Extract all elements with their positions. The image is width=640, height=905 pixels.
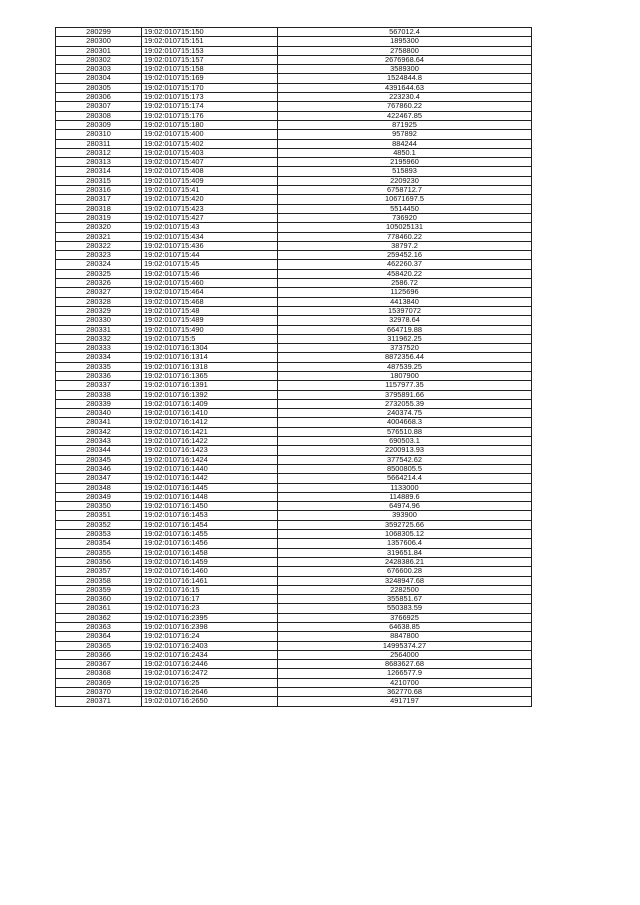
cadastral-number-cell: 19:02:010716:1421 (142, 427, 278, 436)
cadastral-value-cell: 767860.22 (278, 102, 532, 111)
cadastral-number-cell: 19:02:010715:400 (142, 130, 278, 139)
cadastral-value-cell: 1157977.35 (278, 381, 532, 390)
table-row (56, 530, 532, 539)
cadastral-value-cell: 957892 (278, 130, 532, 139)
row-number-cell: 280338 (56, 390, 142, 399)
cadastral-value-cell: 10671697.5 (278, 195, 532, 204)
cadastral-number-cell: 19:02:010715:434 (142, 232, 278, 241)
cadastral-value-cell: 4917197 (278, 697, 532, 706)
table-row (56, 641, 532, 650)
table-row (56, 186, 532, 195)
row-number-cell: 280328 (56, 297, 142, 306)
row-number-cell: 280322 (56, 241, 142, 250)
table-row (56, 539, 532, 548)
cadastral-value-cell: 14995374.27 (278, 641, 532, 650)
cadastral-value-cell: 2758800 (278, 46, 532, 55)
cadastral-value-cell: 690503.1 (278, 437, 532, 446)
table-row (56, 297, 532, 306)
cadastral-number-cell: 19:02:010715:48 (142, 306, 278, 315)
table-row (56, 502, 532, 511)
cadastral-number-cell: 19:02:010716:1304 (142, 344, 278, 353)
table-row (56, 567, 532, 576)
cadastral-value-cell: 871925 (278, 120, 532, 129)
cadastral-value-cell: 319651.84 (278, 548, 532, 557)
row-number-cell: 280336 (56, 371, 142, 380)
table-row (56, 604, 532, 613)
row-number-cell: 280321 (56, 232, 142, 241)
cadastral-value-cell: 64974.96 (278, 502, 532, 511)
row-number-cell: 280326 (56, 279, 142, 288)
cadastral-number-cell: 19:02:010715:489 (142, 316, 278, 325)
table-row (56, 74, 532, 83)
cadastral-value-cell: 393900 (278, 511, 532, 520)
cadastral-value-cell: 2195960 (278, 158, 532, 167)
row-number-cell: 280327 (56, 288, 142, 297)
cadastral-value-cell: 38797.2 (278, 241, 532, 250)
table-row (56, 381, 532, 390)
row-number-cell: 280318 (56, 204, 142, 213)
row-number-cell: 280368 (56, 669, 142, 678)
row-number-cell: 280339 (56, 399, 142, 408)
cadastral-number-cell: 19:02:010715:180 (142, 120, 278, 129)
table-row (56, 139, 532, 148)
cadastral-number-cell: 19:02:010715:169 (142, 74, 278, 83)
row-number-cell: 280371 (56, 697, 142, 706)
table-row (56, 585, 532, 594)
cadastral-value-cell: 8847800 (278, 632, 532, 641)
cadastral-number-cell: 19:02:010716:1392 (142, 390, 278, 399)
table-row (56, 390, 532, 399)
cadastral-value-cell: 1357606.4 (278, 539, 532, 548)
cadastral-number-cell: 19:02:010715:150 (142, 28, 278, 37)
table-row (56, 660, 532, 669)
cadastral-number-cell: 19:02:010716:1461 (142, 576, 278, 585)
cadastral-number-cell: 19:02:010716:1442 (142, 474, 278, 483)
cadastral-value-cell: 1807900 (278, 371, 532, 380)
table-row (56, 279, 532, 288)
row-number-cell: 280366 (56, 650, 142, 659)
cadastral-value-cell: 487539.25 (278, 362, 532, 371)
row-number-cell: 280349 (56, 492, 142, 501)
table-row (56, 176, 532, 185)
table-row (56, 316, 532, 325)
cadastral-number-cell: 19:02:010716:15 (142, 585, 278, 594)
cadastral-number-cell: 19:02:010715:153 (142, 46, 278, 55)
cadastral-value-cell: 6758712.7 (278, 186, 532, 195)
table-body (56, 28, 532, 707)
table-row (56, 353, 532, 362)
table-row (56, 399, 532, 408)
cadastral-value-cell: 884244 (278, 139, 532, 148)
row-number-cell: 280309 (56, 120, 142, 129)
table-row (56, 492, 532, 501)
cadastral-number-cell: 19:02:010716:2395 (142, 613, 278, 622)
row-number-cell: 280319 (56, 213, 142, 222)
cadastral-number-cell: 19:02:010716:1453 (142, 511, 278, 520)
row-number-cell: 280305 (56, 83, 142, 92)
row-number-cell: 280323 (56, 251, 142, 260)
table-row (56, 688, 532, 697)
row-number-cell: 280360 (56, 595, 142, 604)
table-row (56, 232, 532, 241)
row-number-cell: 280367 (56, 660, 142, 669)
row-number-cell: 280359 (56, 585, 142, 594)
cadastral-number-cell: 19:02:010715:423 (142, 204, 278, 213)
cadastral-value-cell: 4413840 (278, 297, 532, 306)
row-number-cell: 280302 (56, 55, 142, 64)
table-row (56, 130, 532, 139)
table-row (56, 455, 532, 464)
cadastral-number-cell: 19:02:010715:409 (142, 176, 278, 185)
table-row (56, 46, 532, 55)
cadastral-number-cell: 19:02:010716:1314 (142, 353, 278, 362)
cadastral-value-cell: 4391644.63 (278, 83, 532, 92)
cadastral-number-cell: 19:02:010715:44 (142, 251, 278, 260)
cadastral-number-cell: 19:02:010716:1422 (142, 437, 278, 446)
cadastral-value-cell: 8683627.68 (278, 660, 532, 669)
row-number-cell: 280340 (56, 409, 142, 418)
row-number-cell: 280342 (56, 427, 142, 436)
table-row (56, 418, 532, 427)
cadastral-value-cell: 664719.88 (278, 325, 532, 334)
cadastral-value-cell: 1133000 (278, 483, 532, 492)
row-number-cell: 280361 (56, 604, 142, 613)
cadastral-number-cell: 19:02:010715:43 (142, 223, 278, 232)
row-number-cell: 280313 (56, 158, 142, 167)
cadastral-number-cell: 19:02:010716:1458 (142, 548, 278, 557)
row-number-cell: 280304 (56, 74, 142, 83)
cadastral-value-cell: 3592725.66 (278, 520, 532, 529)
cadastral-value-cell: 1068305.12 (278, 530, 532, 539)
table-row (56, 102, 532, 111)
row-number-cell: 280299 (56, 28, 142, 37)
row-number-cell: 280333 (56, 344, 142, 353)
table-row (56, 446, 532, 455)
cadastral-value-cell: 515893 (278, 167, 532, 176)
cadastral-number-cell: 19:02:010716:1410 (142, 409, 278, 418)
table-row (56, 148, 532, 157)
row-number-cell: 280356 (56, 557, 142, 566)
row-number-cell: 280331 (56, 325, 142, 334)
table-row (56, 557, 532, 566)
row-number-cell: 280350 (56, 502, 142, 511)
cadastral-number-cell: 19:02:010715:41 (142, 186, 278, 195)
cadastral-number-cell: 19:02:010715:468 (142, 297, 278, 306)
cadastral-number-cell: 19:02:010716:2650 (142, 697, 278, 706)
table-row (56, 65, 532, 74)
cadastral-number-cell: 19:02:010715:157 (142, 55, 278, 64)
table-row (56, 669, 532, 678)
cadastral-number-cell: 19:02:010715:427 (142, 213, 278, 222)
table-row (56, 325, 532, 334)
cadastral-value-cell: 1266577.9 (278, 669, 532, 678)
row-number-cell: 280332 (56, 334, 142, 343)
cadastral-number-cell: 19:02:010716:1454 (142, 520, 278, 529)
cadastral-number-cell: 19:02:010716:2646 (142, 688, 278, 697)
row-number-cell: 280346 (56, 464, 142, 473)
row-number-cell: 280370 (56, 688, 142, 697)
cadastral-number-cell: 19:02:010716:24 (142, 632, 278, 641)
cadastral-value-cell: 8500805.5 (278, 464, 532, 473)
cadastral-value-cell: 2564000 (278, 650, 532, 659)
cadastral-number-cell: 19:02:010715:460 (142, 279, 278, 288)
table-row (56, 269, 532, 278)
cadastral-number-cell: 19:02:010715:173 (142, 93, 278, 102)
table-row (56, 520, 532, 529)
cadastral-value-cell: 2732055.39 (278, 399, 532, 408)
cadastral-number-cell: 19:02:010715:407 (142, 158, 278, 167)
cadastral-number-cell: 19:02:010716:2398 (142, 623, 278, 632)
row-number-cell: 280307 (56, 102, 142, 111)
table-row (56, 55, 532, 64)
cadastral-number-cell: 19:02:010715:46 (142, 269, 278, 278)
cadastral-value-cell: 4004668.3 (278, 418, 532, 427)
row-number-cell: 280324 (56, 260, 142, 269)
cadastral-number-cell: 19:02:010716:25 (142, 678, 278, 687)
cadastral-number-cell: 19:02:010716:2472 (142, 669, 278, 678)
row-number-cell: 280300 (56, 37, 142, 46)
cadastral-number-cell: 19:02:010715:176 (142, 111, 278, 120)
cadastral-value-cell: 2586.72 (278, 279, 532, 288)
table-row (56, 595, 532, 604)
table-row (56, 83, 532, 92)
cadastral-value-cell: 311962.25 (278, 334, 532, 343)
row-number-cell: 280325 (56, 269, 142, 278)
cadastral-value-cell: 4850.1 (278, 148, 532, 157)
row-number-cell: 280363 (56, 623, 142, 632)
cadastral-number-cell: 19:02:010715:174 (142, 102, 278, 111)
table-row (56, 371, 532, 380)
table-row (56, 260, 532, 269)
cadastral-value-cell: 576510.88 (278, 427, 532, 436)
cadastral-number-cell: 19:02:010716:1365 (142, 371, 278, 380)
table-row (56, 28, 532, 37)
row-number-cell: 280311 (56, 139, 142, 148)
row-number-cell: 280301 (56, 46, 142, 55)
cadastral-number-cell: 19:02:010715:464 (142, 288, 278, 297)
cadastral-number-cell: 19:02:010716:23 (142, 604, 278, 613)
cadastral-value-cell: 223230.4 (278, 93, 532, 102)
row-number-cell: 280348 (56, 483, 142, 492)
cadastral-value-cell: 676600.28 (278, 567, 532, 576)
row-number-cell: 280310 (56, 130, 142, 139)
row-number-cell: 280329 (56, 306, 142, 315)
cadastral-number-cell: 19:02:010715:5 (142, 334, 278, 343)
row-number-cell: 280357 (56, 567, 142, 576)
cadastral-value-cell: 1125696 (278, 288, 532, 297)
table-row (56, 576, 532, 585)
cadastral-number-cell: 19:02:010715:436 (142, 241, 278, 250)
cadastral-value-cell: 32978.64 (278, 316, 532, 325)
row-number-cell: 280369 (56, 678, 142, 687)
table-row (56, 464, 532, 473)
table-row (56, 427, 532, 436)
row-number-cell: 280337 (56, 381, 142, 390)
cadastral-value-cell: 3589300 (278, 65, 532, 74)
cadastral-value-cell: 1524844.8 (278, 74, 532, 83)
cadastral-value-cell: 5664214.4 (278, 474, 532, 483)
row-number-cell: 280303 (56, 65, 142, 74)
row-number-cell: 280362 (56, 613, 142, 622)
table-row (56, 623, 532, 632)
cadastral-number-cell: 19:02:010715:420 (142, 195, 278, 204)
cadastral-number-cell: 19:02:010715:408 (142, 167, 278, 176)
row-number-cell: 280317 (56, 195, 142, 204)
cadastral-number-cell: 19:02:010715:402 (142, 139, 278, 148)
cadastral-value-table (55, 27, 532, 707)
cadastral-value-cell: 5514450 (278, 204, 532, 213)
cadastral-number-cell: 19:02:010716:1424 (142, 455, 278, 464)
cadastral-number-cell: 19:02:010715:158 (142, 65, 278, 74)
row-number-cell: 280353 (56, 530, 142, 539)
cadastral-value-cell: 3248947.68 (278, 576, 532, 585)
row-number-cell: 280355 (56, 548, 142, 557)
table-row (56, 678, 532, 687)
table-row (56, 437, 532, 446)
cadastral-number-cell: 19:02:010715:45 (142, 260, 278, 269)
table-row (56, 650, 532, 659)
row-number-cell: 280365 (56, 641, 142, 650)
row-number-cell: 280312 (56, 148, 142, 157)
cadastral-value-cell: 15397072 (278, 306, 532, 315)
table-row (56, 204, 532, 213)
table-row (56, 167, 532, 176)
table-row (56, 251, 532, 260)
cadastral-value-cell: 4210700 (278, 678, 532, 687)
cadastral-value-cell: 2282500 (278, 585, 532, 594)
cadastral-number-cell: 19:02:010716:1318 (142, 362, 278, 371)
cadastral-value-cell: 422467.85 (278, 111, 532, 120)
cadastral-value-cell: 240374.75 (278, 409, 532, 418)
cadastral-number-cell: 19:02:010716:1423 (142, 446, 278, 455)
table-row (56, 93, 532, 102)
cadastral-number-cell: 19:02:010716:1391 (142, 381, 278, 390)
table-row (56, 511, 532, 520)
row-number-cell: 280343 (56, 437, 142, 446)
table-row (56, 483, 532, 492)
cadastral-value-cell: 1895300 (278, 37, 532, 46)
cadastral-value-cell: 8872356.44 (278, 353, 532, 362)
row-number-cell: 280351 (56, 511, 142, 520)
row-number-cell: 280315 (56, 176, 142, 185)
cadastral-number-cell: 19:02:010715:490 (142, 325, 278, 334)
cadastral-number-cell: 19:02:010716:1440 (142, 464, 278, 473)
cadastral-number-cell: 19:02:010715:151 (142, 37, 278, 46)
table-row (56, 344, 532, 353)
cadastral-value-cell: 114889.6 (278, 492, 532, 501)
cadastral-value-cell: 778460.22 (278, 232, 532, 241)
table-row (56, 223, 532, 232)
cadastral-number-cell: 19:02:010716:1445 (142, 483, 278, 492)
cadastral-value-cell: 550383.59 (278, 604, 532, 613)
table-row (56, 613, 532, 622)
cadastral-number-cell: 19:02:010716:1450 (142, 502, 278, 511)
row-number-cell: 280352 (56, 520, 142, 529)
row-number-cell: 280344 (56, 446, 142, 455)
cadastral-number-cell: 19:02:010716:2403 (142, 641, 278, 650)
table-row (56, 306, 532, 315)
cadastral-number-cell: 19:02:010716:1459 (142, 557, 278, 566)
table-row (56, 474, 532, 483)
cadastral-value-cell: 2200913.93 (278, 446, 532, 455)
row-number-cell: 280335 (56, 362, 142, 371)
cadastral-value-cell: 567012.4 (278, 28, 532, 37)
table-row (56, 120, 532, 129)
row-number-cell: 280345 (56, 455, 142, 464)
row-number-cell: 280330 (56, 316, 142, 325)
cadastral-number-cell: 19:02:010716:1412 (142, 418, 278, 427)
row-number-cell: 280347 (56, 474, 142, 483)
table-row (56, 409, 532, 418)
cadastral-value-cell: 2428386.21 (278, 557, 532, 566)
cadastral-value-cell: 3737520 (278, 344, 532, 353)
cadastral-value-cell: 2209230 (278, 176, 532, 185)
cadastral-value-cell: 355851.67 (278, 595, 532, 604)
row-number-cell: 280316 (56, 186, 142, 195)
cadastral-number-cell: 19:02:010716:1448 (142, 492, 278, 501)
table-row (56, 334, 532, 343)
cadastral-number-cell: 19:02:010716:1455 (142, 530, 278, 539)
row-number-cell: 280341 (56, 418, 142, 427)
cadastral-number-cell: 19:02:010716:1460 (142, 567, 278, 576)
table-row (56, 213, 532, 222)
table-row (56, 241, 532, 250)
row-number-cell: 280364 (56, 632, 142, 641)
cadastral-value-cell: 2676968.64 (278, 55, 532, 64)
table-row (56, 288, 532, 297)
cadastral-value-cell: 259452.16 (278, 251, 532, 260)
row-number-cell: 280358 (56, 576, 142, 585)
cadastral-value-cell: 362770.68 (278, 688, 532, 697)
table-row (56, 548, 532, 557)
row-number-cell: 280314 (56, 167, 142, 176)
table-row (56, 632, 532, 641)
row-number-cell: 280320 (56, 223, 142, 232)
row-number-cell: 280354 (56, 539, 142, 548)
cadastral-number-cell: 19:02:010716:2446 (142, 660, 278, 669)
cadastral-number-cell: 19:02:010716:17 (142, 595, 278, 604)
cadastral-number-cell: 19:02:010715:170 (142, 83, 278, 92)
cadastral-value-cell: 377542.62 (278, 455, 532, 464)
table-row (56, 111, 532, 120)
table-row (56, 362, 532, 371)
cadastral-number-cell: 19:02:010716:1409 (142, 399, 278, 408)
cadastral-value-cell: 462260.37 (278, 260, 532, 269)
row-number-cell: 280334 (56, 353, 142, 362)
cadastral-number-cell: 19:02:010715:403 (142, 148, 278, 157)
table-row (56, 697, 532, 706)
table-row (56, 158, 532, 167)
row-number-cell: 280308 (56, 111, 142, 120)
cadastral-number-cell: 19:02:010716:2434 (142, 650, 278, 659)
cadastral-value-cell: 3766925 (278, 613, 532, 622)
table-row (56, 195, 532, 204)
cadastral-value-cell: 3795891.66 (278, 390, 532, 399)
cadastral-value-cell: 736920 (278, 213, 532, 222)
row-number-cell: 280306 (56, 93, 142, 102)
cadastral-value-cell: 64638.85 (278, 623, 532, 632)
table-row (56, 37, 532, 46)
cadastral-value-cell: 105025131 (278, 223, 532, 232)
cadastral-number-cell: 19:02:010716:1456 (142, 539, 278, 548)
cadastral-value-cell: 458420.22 (278, 269, 532, 278)
